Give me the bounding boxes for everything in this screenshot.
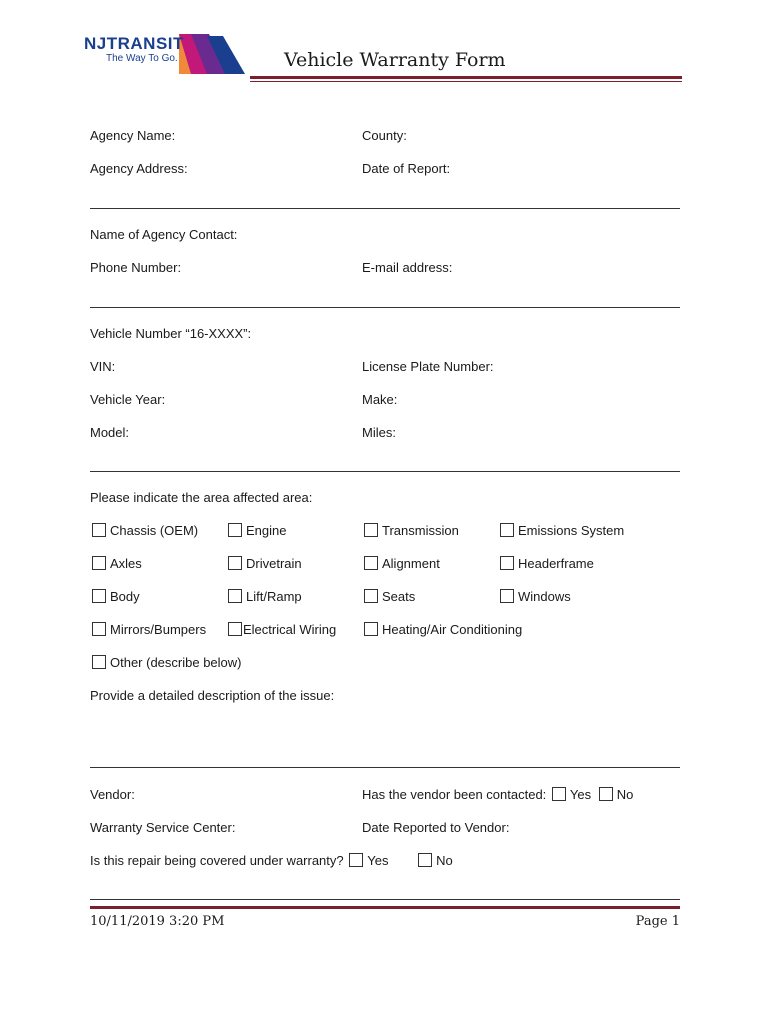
checkbox-icon[interactable] (228, 523, 242, 537)
checkbox-icon[interactable] (500, 523, 514, 537)
checkbox-icon[interactable] (364, 622, 378, 636)
county-label: County: (362, 128, 407, 143)
section-divider (90, 208, 680, 209)
vendor-contacted-yes-label: Yes (569, 787, 592, 802)
checkbox-other[interactable]: Other (describe below) (92, 655, 242, 670)
warranty-yes-label: Yes (367, 853, 389, 868)
checkbox-icon[interactable] (228, 622, 242, 636)
affected-area-prompt: Please indicate the area affected area: (90, 490, 313, 505)
license-plate-label: License Plate Number: (362, 359, 494, 374)
vendor-contacted-question: Has the vendor been contacted: Yes No (362, 787, 634, 802)
warranty-no-checkbox[interactable] (418, 853, 432, 867)
vehicle-year-label: Vehicle Year: (90, 392, 166, 407)
model-label: Model: (90, 425, 130, 440)
agency-name-label: Agency Name: (90, 128, 176, 143)
vendor-contacted-no-label: No (616, 787, 634, 802)
vendor-contacted-no-checkbox[interactable] (599, 787, 613, 801)
section-divider (90, 767, 680, 768)
checkbox-icon[interactable] (92, 622, 106, 636)
checkbox-engine[interactable]: Engine (228, 523, 286, 538)
checkbox-icon[interactable] (364, 589, 378, 603)
date-reported-label: Date Reported to Vendor: (362, 820, 510, 835)
checkbox-icon[interactable] (92, 556, 106, 570)
checkbox-body[interactable]: Body (92, 589, 140, 604)
checkbox-lift-ramp[interactable]: Lift/Ramp (228, 589, 302, 604)
checkbox-headerframe[interactable]: Headerframe (500, 556, 594, 571)
agency-contact-label: Name of Agency Contact: (90, 227, 238, 242)
checkbox-alignment[interactable]: Alignment (364, 556, 440, 571)
checkbox-drivetrain[interactable]: Drivetrain (228, 556, 302, 571)
logo (84, 34, 249, 76)
footer-page-number: Page 1 (635, 914, 680, 929)
phone-number-label: Phone Number: (90, 260, 182, 275)
checkbox-icon[interactable] (500, 589, 514, 603)
checkbox-icon[interactable] (92, 655, 106, 669)
checkbox-icon[interactable] (500, 556, 514, 570)
section-divider (90, 307, 680, 308)
miles-label: Miles: (362, 425, 396, 440)
header-rule-thick (250, 76, 682, 79)
logo-tagline: The Way To Go. (106, 53, 178, 64)
footer-timestamp: 10/11/2019 3:20 PM (90, 914, 225, 929)
checkbox-windows[interactable]: Windows (500, 589, 571, 604)
make-label: Make: (362, 392, 398, 407)
checkbox-emissions-system[interactable]: Emissions System (500, 523, 624, 538)
logo-text: NJTRANSIT (84, 34, 184, 53)
description-prompt: Provide a detailed description of the issue: (90, 688, 335, 703)
checkbox-transmission[interactable]: Transmission (364, 523, 459, 538)
checkbox-icon[interactable] (364, 556, 378, 570)
checkbox-axles[interactable]: Axles (92, 556, 142, 571)
vendor-contacted-yes-checkbox[interactable] (552, 787, 566, 801)
vin-label: VIN: (90, 359, 116, 374)
footer-rule-thick (90, 906, 680, 909)
checkbox-heating-air[interactable]: Heating/Air Conditioning (364, 622, 522, 637)
checkbox-icon[interactable] (92, 589, 106, 603)
section-divider (90, 471, 680, 472)
checkbox-icon[interactable] (92, 523, 106, 537)
page-title: Vehicle Warranty Form (284, 49, 506, 71)
warranty-yes-checkbox[interactable] (349, 853, 363, 867)
footer-rule-thin (90, 899, 680, 900)
header-rule-thin (250, 81, 682, 82)
checkbox-mirrors-bumpers[interactable]: Mirrors/Bumpers (92, 622, 206, 637)
email-label: E-mail address: (362, 260, 453, 275)
checkbox-seats[interactable]: Seats (364, 589, 415, 604)
warranty-question: Is this repair being covered under warranty? Yes No (90, 853, 453, 868)
vendor-label: Vendor: (90, 787, 135, 802)
checkbox-icon[interactable] (228, 556, 242, 570)
date-of-report-label: Date of Report: (362, 161, 451, 176)
warranty-no-label: No (436, 853, 453, 868)
checkbox-electrical-wiring[interactable]: Electrical Wiring (228, 622, 336, 637)
vehicle-number-label: Vehicle Number “16-XXXX”: (90, 326, 252, 341)
checkbox-chassis[interactable]: Chassis (OEM) (92, 523, 198, 538)
warranty-service-center-label: Warranty Service Center: (90, 820, 236, 835)
checkbox-icon[interactable] (364, 523, 378, 537)
checkbox-icon[interactable] (228, 589, 242, 603)
logo-stripes-icon (179, 34, 249, 74)
agency-address-label: Agency Address: (90, 161, 188, 176)
